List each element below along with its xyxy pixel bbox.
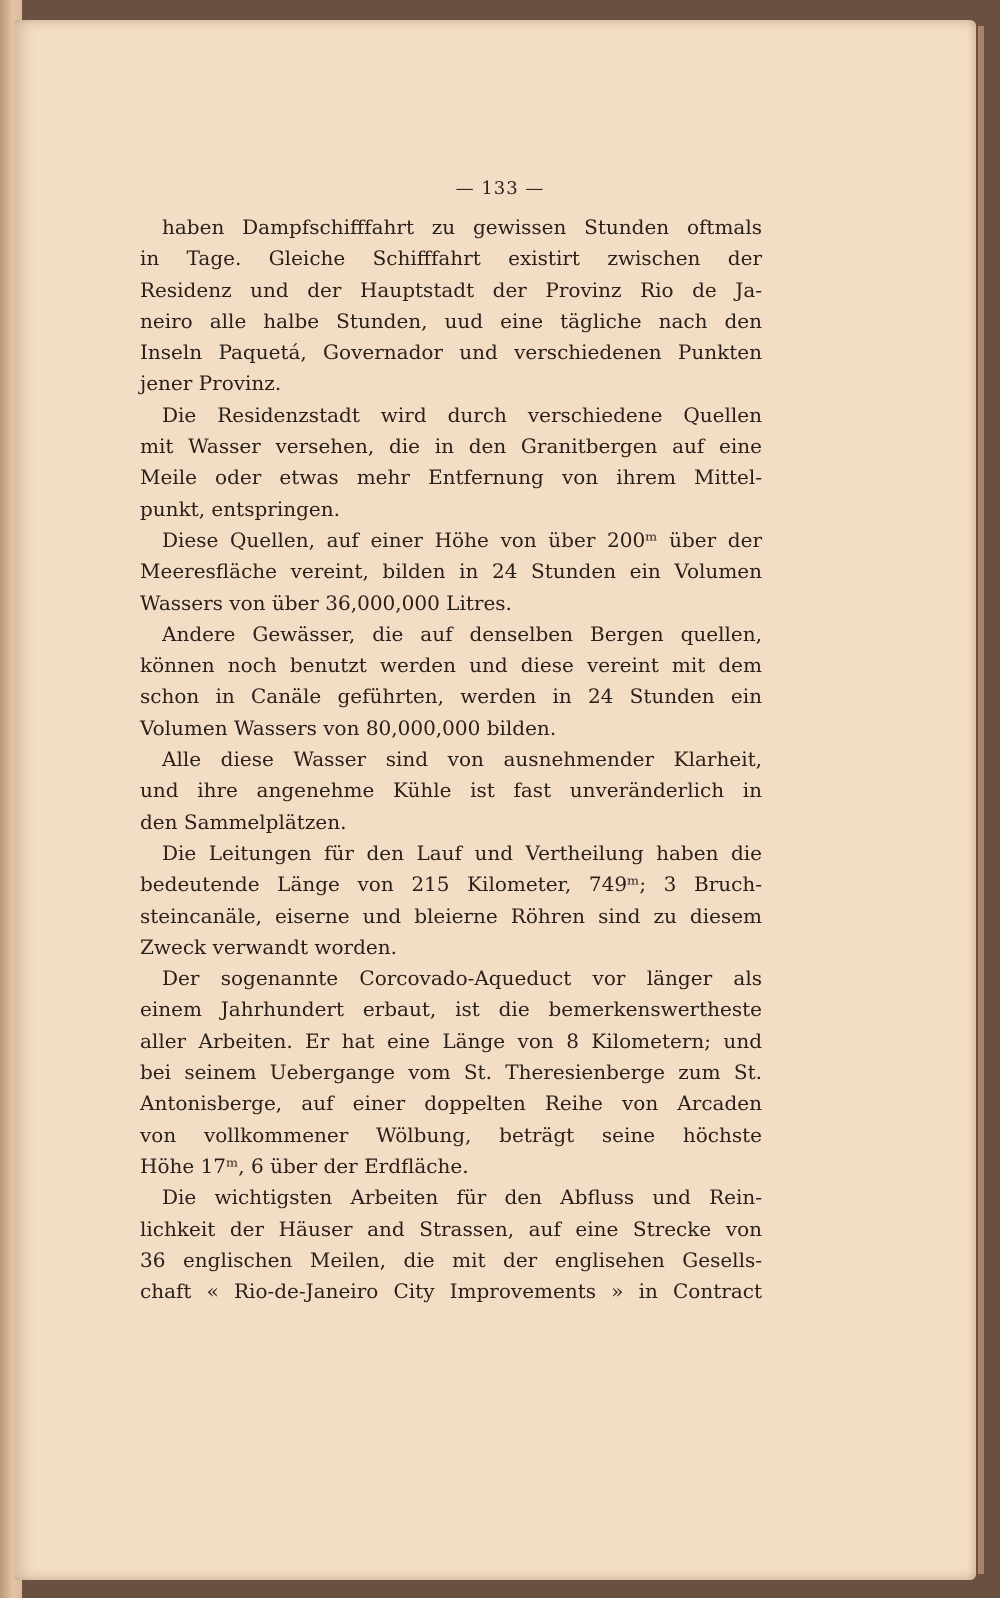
paragraph: [140, 1182, 762, 1307]
paragraph: [140, 838, 762, 963]
text-line: Wassers von über 36,000,000 Litres.: [140, 590, 512, 615]
text-line: in Tage. Gleiche Schifffahrt existirt zwischen der: [140, 246, 762, 271]
text-line: neiro alle halbe Stunden, uud eine tägliche nach den: [140, 308, 762, 333]
body-text: [140, 212, 762, 1307]
text-line: chaft « Rio-de-Janeiro City Improvements » in Contract: [140, 1279, 762, 1304]
text-line: bedeutende Länge von 215 Kilometer, 749ᵐ; 3 Bruch-: [140, 872, 762, 897]
text-line: Meeresfläche vereint, bilden in 24 Stunden ein Volumen: [140, 559, 762, 584]
text-line: Die Leitungen für den Lauf und Vertheilung haben die: [162, 840, 762, 865]
text-line: Die Residenzstadt wird durch verschiedene Quellen: [162, 402, 762, 427]
text-line: den Sammelplätzen.: [140, 809, 347, 834]
paragraph: [140, 400, 762, 525]
text-line: steincanäle, eiserne und bleierne Röhren sind zu diesem: [140, 903, 762, 928]
text-line: Meile oder etwas mehr Entfernung von ihrem Mittel-: [140, 465, 762, 490]
text-line: und ihre angenehme Kühle ist fast unveränderlich in: [140, 778, 762, 803]
text-line: lichkeit der Häuser and Strassen, auf eine Strecke von: [140, 1216, 762, 1241]
text-line: einem Jahrhundert erbaut, ist die bemerkenswertheste: [140, 997, 762, 1022]
text-line: schon in Canäle geführten, werden in 24 Stunden ein: [140, 684, 762, 709]
page-number: — 133 —: [455, 178, 545, 199]
text-line: können noch benutzt werden und diese vereint mit dem: [140, 653, 762, 678]
page-edge-shadow: [978, 26, 984, 1574]
paragraph: [140, 619, 762, 744]
text-line: Antonisberge, auf einer doppelten Reihe von Arcaden: [140, 1091, 762, 1116]
text-line: Zweck verwandt worden.: [140, 934, 397, 959]
text-line: Alle diese Wasser sind von ausnehmender Klarheit,: [162, 747, 762, 772]
text-line: Höhe 17ᵐ, 6 über der Erdfläche.: [140, 1153, 469, 1178]
text-line: von vollkommener Wölbung, beträgt seine höchste: [140, 1122, 762, 1147]
text-line: 36 englischen Meilen, die mit der englisehen Gesells-: [140, 1247, 762, 1272]
paragraph: [140, 525, 762, 619]
text-line: Die wichtigsten Arbeiten für den Abfluss und Rein-: [162, 1185, 762, 1210]
text-line: Andere Gewässer, die auf denselben Bergen quellen,: [162, 621, 762, 646]
text-line: Inseln Paquetá, Governador und verschiedenen Punkten: [140, 340, 762, 365]
text-line: jener Provinz.: [140, 371, 282, 396]
paragraph: [140, 744, 762, 838]
paragraph: [140, 212, 762, 400]
paragraph: [140, 963, 762, 1182]
text-line: aller Arbeiten. Er hat eine Länge von 8 Kilometern; und: [140, 1028, 762, 1053]
text-line: Diese Quellen, auf einer Höhe von über 200ᵐ über der: [162, 527, 762, 552]
text-line: mit Wasser versehen, die in den Granitbergen auf eine: [140, 434, 762, 459]
text-line: punkt, entspringen.: [140, 496, 340, 521]
text-line: Residenz und der Hauptstadt der Provinz Rio de Ja-: [140, 277, 762, 302]
text-line: haben Dampfschifffahrt zu gewissen Stunden oftmals: [162, 215, 762, 239]
text-line: Volumen Wassers von 80,000,000 bilden.: [140, 715, 557, 740]
text-line: Der sogenannte Corcovado-Aqueduct vor länger als: [162, 966, 762, 991]
text-line: bei seinem Uebergange vom St. Theresienberge zum St.: [140, 1060, 762, 1085]
